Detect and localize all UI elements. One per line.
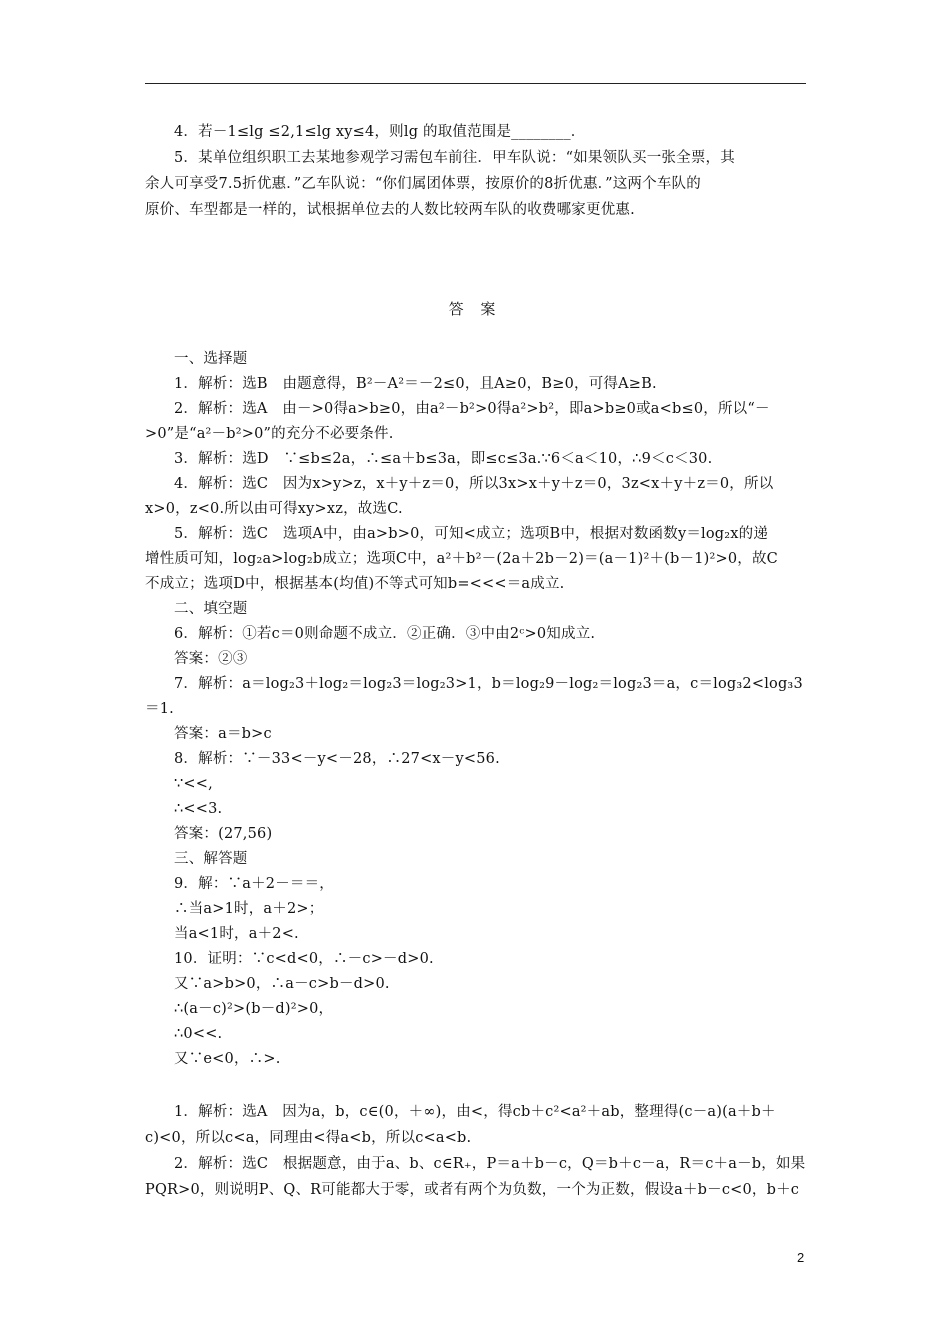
answer-line: >0”是“a²－b²>0”的充分不必要条件. (145, 426, 394, 442)
answer-line: 增性质可知，log₂a>log₂b成立；选项C中，a²＋b²－(2a＋2b－2)＝(a－1)²＋(b－1)²>0，故C (145, 551, 778, 567)
section-heading: 二、填空题 (174, 601, 248, 617)
answer-line: 10．证明：∵c<d<0，∴－c>－d>0. (174, 951, 434, 967)
answer-line: 7．解析：a＝log₂3＋log₂＝log₂3＝log₂3>1，b＝log₂9－log₂＝log₂3＝a，c＝log₃2<log₃3 (174, 676, 803, 692)
answer-line: ＝1. (145, 701, 174, 717)
answer-line: ∴当a>1时，a＋2>； (174, 901, 324, 917)
answer-line: 9．解：∵a＋2－＝＝， (174, 876, 334, 892)
answer-line: 答案：(27,56) (174, 826, 273, 842)
answer-line: 2．解析：选C 根据题意，由于a、b、c∈R₊，P＝a＋b－c，Q＝b＋c－a，R＝c＋a－b，如果 (174, 1156, 806, 1172)
answer-line: 6．解析：①若c＝0则命题不成立．②正确．③中由2ᶜ>0知成立. (174, 626, 596, 642)
question-line: 4．若－1≤lg ≤2,1≤lg xy≤4，则lg 的取值范围是________． (174, 124, 586, 140)
answer-line: 又∵a>b>0，∴a－c>b－d>0. (174, 976, 390, 992)
answer-line: ∴0<<. (174, 1026, 223, 1042)
answer-line: x>0，z<0.所以由可得xy>xz，故选C. (145, 501, 403, 517)
answer-line: ∵<<, (174, 776, 213, 792)
answer-line: PQR>0，则说明P、Q、R可能都大于零，或者有两个为负数，一个为正数，假设a＋b－c<0，b＋c (145, 1182, 800, 1198)
answer-line: 又∵e<0，∴>. (174, 1051, 281, 1067)
answer-line: ∴<<3. (174, 801, 223, 817)
answer-line: 不成立；选项D中，根据基本(均值)不等式可知b=<<<＝a成立. (145, 576, 565, 592)
answer-line: 1．解析：选B 由题意得，B²－A²＝－2≤0，且A≥0，B≥0，可得A≥B. (174, 376, 657, 392)
answer-line: 2．解析：选A 由－>0得a>b≥0，由a²－b²>0得a²>b²，即a>b≥0或a<b≤0，所以“－ (174, 401, 770, 417)
answer-line: 答案：②③ (174, 651, 248, 667)
answer-line: 当a<1时，a＋2<. (174, 926, 299, 942)
section-heading: 三、解答题 (174, 851, 248, 867)
answer-line: 答案：a＝b>c (174, 726, 272, 742)
answer-line: 4．解析：选C 因为x>y>z，x＋y＋z＝0，所以3x>x＋y＋z＝0，3z<x＋y＋z＝0，所以 (174, 476, 774, 492)
answer-line: 3．解析：选D ∵≤b≤2a，∴≤a＋b≤3a，即≤c≤3a.∵6＜a＜10，∴9＜c＜30. (174, 451, 713, 467)
question-line: 原价、车型都是一样的，试根据单位去的人数比较两车队的收费哪家更优惠. (145, 202, 635, 218)
answer-line: c)<0，所以c<a，同理由<得a<b，所以c<a<b. (145, 1130, 472, 1146)
answer-line: 8．解析：∵－33<－y<－28，∴27<x－y<56. (174, 751, 500, 767)
page-number: 2 (797, 1250, 805, 1265)
header-rule (145, 83, 806, 84)
section-heading: 一、选择题 (174, 351, 248, 367)
answer-line: ∴(a－c)²>(b－d)²>0， (174, 1001, 334, 1017)
answer-line: 1．解析：选A 因为a，b，c∈(0，＋∞)，由<，得cb＋c²<a²＋ab，整理得(c－a)(a＋b＋ (174, 1104, 776, 1120)
question-line: 5．某单位组织职工去某地参观学习需包车前往．甲车队说：“如果领队买一张全票，其 (174, 150, 735, 166)
answer-line: 5．解析：选C 选项A中，由a>b>0，可知<成立；选项B中，根据对数函数y＝log₂x的递 (174, 526, 769, 542)
question-line: 余人可享受7.5折优惠．”乙车队说：“你们属团体票，按原价的8折优惠．”这两个车队的 (145, 176, 701, 192)
answer-title: 答 案 (448, 300, 502, 318)
